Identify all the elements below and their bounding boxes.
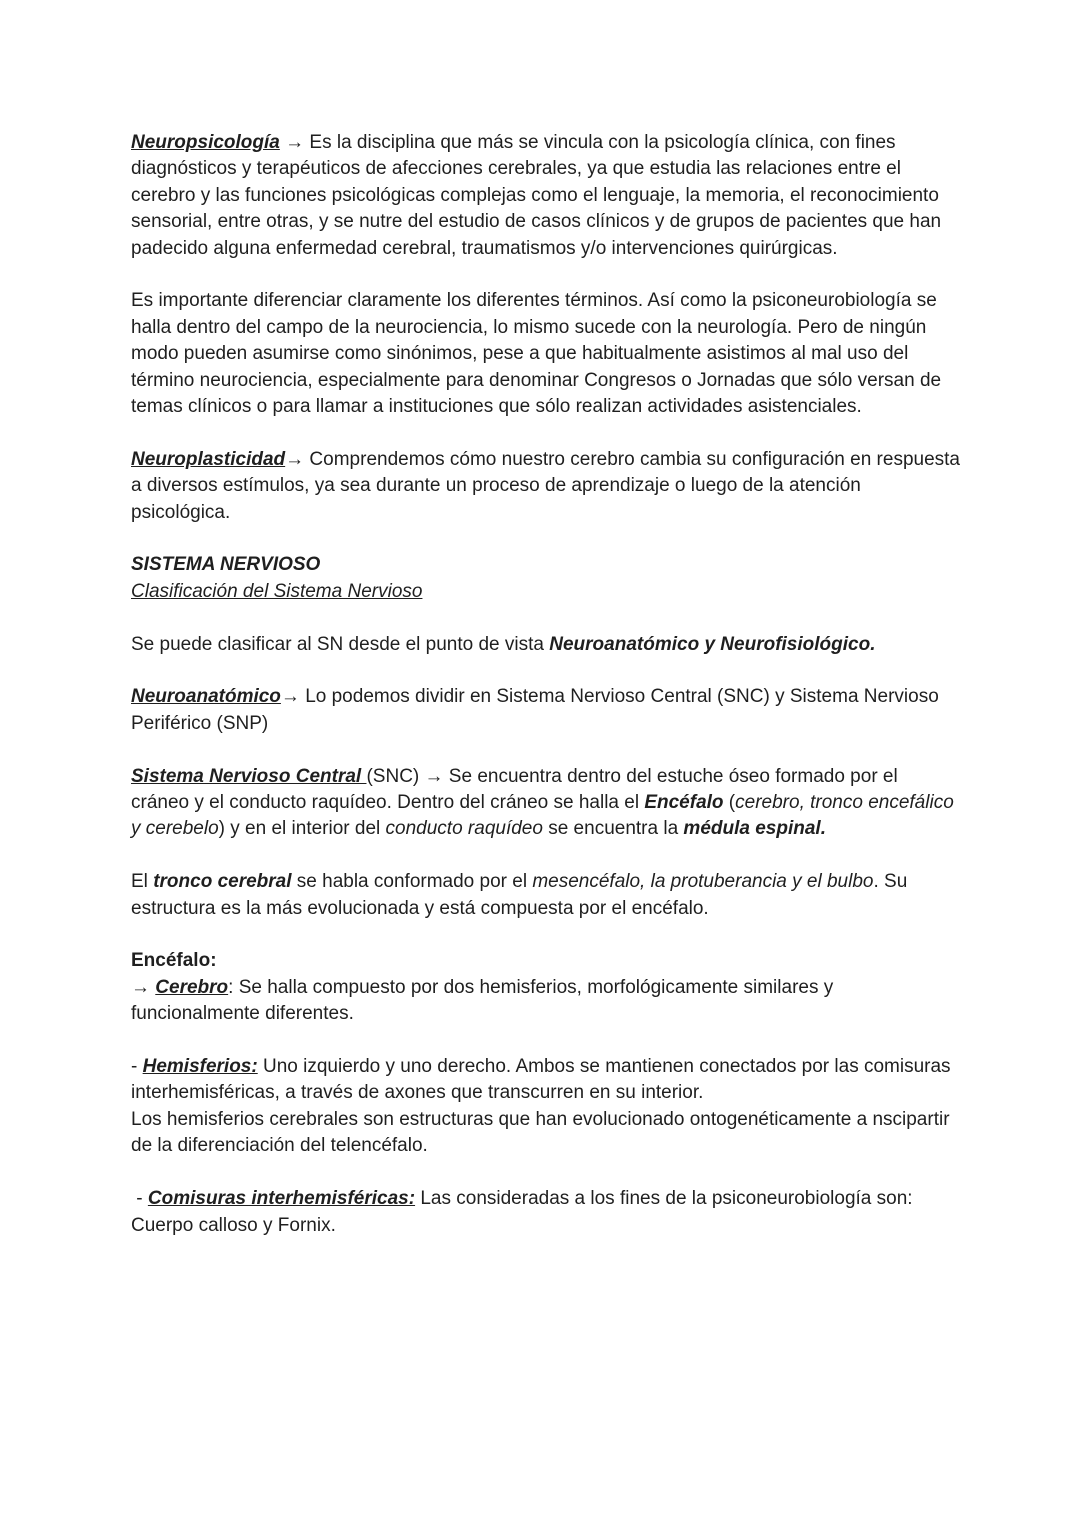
term-neuroplasticidad: Neuroplasticidad	[131, 448, 286, 470]
term-neuropsicologia: Neuropsicología	[131, 132, 280, 153]
paragraph-hemisferios	[131, 1054, 960, 1107]
paragraph-snc	[131, 764, 960, 843]
tronco-text-3: . Su estructura es la más evolucionada y está compuesta por el encéfalo.	[131, 871, 908, 919]
paragraph-tronco	[131, 869, 960, 922]
clasificacion-text: Se puede clasificar al SN desde el punto de vista	[131, 633, 550, 655]
paragraph-terminos: Es importante diferenciar claramente los diferentes términos. Así como la psiconeurobiología se halla dentro del campo de la neurociencia, lo mismo sucede con la neurología. Pero de ningún modo pueden asumirse como sinónimos, pese a que habitualmente asistimos al mal uso del término neurociencia, especialmente para denominar Congresos o Jornadas que sólo versan de temas clínicos o para llamar a instituciones que sólo realizan actividades asistenciales.	[131, 290, 942, 418]
paragraph-neuropsicologia	[131, 130, 960, 262]
paragraph-cerebro	[131, 975, 960, 1028]
hemisferios-dash: -	[131, 1056, 143, 1078]
term-comisuras: Comisuras interhemisféricas:	[147, 1188, 416, 1210]
snc-parts: cerebro, tronco encefálico y cerebelo	[131, 792, 954, 840]
cerebro-text: : Se halla compuesto por dos hemisferios, morfológicamente similares y funcionalmente diferentes.	[131, 976, 834, 1025]
snc-text-1: (SNC) → Se encuentra dentro del estuche óseo formado por el cráneo y el conducto raquídeo. Dentro del cráneo se halla el	[131, 765, 898, 814]
paragraph-hemisferios-2: Los hemisferios cerebrales son estructuras que han evolucionado ontogenéticamente a nscipartir de la diferenciación del telencéfalo.	[131, 1108, 950, 1157]
snc-text-3: ) y en el interior del	[218, 818, 386, 840]
term-cerebro: Cerebro	[155, 976, 229, 998]
tronco-text-1: El	[131, 871, 154, 893]
comisuras-text: Las consideradas a los fines de la psiconeurobiología son:	[415, 1188, 913, 1210]
comisuras-dash: -	[131, 1188, 148, 1210]
paragraph-comisuras	[131, 1186, 960, 1212]
encefalo-title: Encéfalo:	[131, 950, 217, 972]
term-snc: Sistema Nervioso Central	[131, 765, 367, 787]
arrow-icon: →	[131, 976, 156, 998]
snc-text-4: se encuentra la	[542, 818, 684, 840]
section-heading: SISTEMA NERVIOSO	[131, 554, 321, 576]
neuropsicologia-text: → Es la disciplina que más se vincula con la psicología clínica, con fines diagnósticos y terapéuticos de afecciones cerebrales, ya que estudia las relaciones entre el cerebro y las funciones psicológicas complejas como el lenguaje, la memoria, el reconocimiento sensorial, entre otras, y se nutre del estudio de casos clínicos y de grupos de pacientes que han padecido alguna enfermedad cerebral, traumatismos y/o intervenciones quirúrgicas.	[131, 132, 942, 259]
clasificacion-emph: Neuroanatómico y Neurofisiológico.	[549, 633, 876, 655]
neuroplasticidad-text: → Comprendemos cómo nuestro cerebro cambia su configuración en respuesta a diversos estímulos, ya sea durante un proceso de aprendizaje o luego de la atención psicológica.	[131, 448, 960, 523]
snc-encefalo: Encéfalo	[644, 792, 724, 814]
term-tronco: tronco cerebral	[153, 871, 292, 893]
paragraph-neuroanatomico	[131, 684, 960, 737]
term-hemisferios: Hemisferios:	[142, 1056, 258, 1078]
section-subheading: Clasificación del Sistema Nervioso	[131, 580, 423, 602]
snc-text-2: (	[723, 792, 736, 814]
snc-medula: médula espinal.	[683, 818, 826, 840]
paragraph-neuroplasticidad	[131, 447, 960, 526]
paragraph-clasificacion	[131, 632, 960, 658]
hemisferios-text: Uno izquierdo y uno derecho. Ambos se mantienen conectados por las comisuras interhemisféricas, a través de axones que transcurren en su interior.	[131, 1056, 951, 1104]
term-neuroanatomico: Neuroanatómico	[131, 686, 281, 708]
snc-conducto: conducto raquídeo	[385, 818, 543, 840]
tronco-parts: mesencéfalo, la protuberancia y el bulbo	[532, 871, 874, 893]
tronco-text-2: se habla conformado por el	[291, 871, 533, 893]
neuroanatomico-text: → Lo podemos dividir en Sistema Nervioso Central (SNC) y Sistema Nervioso Periférico (SNP)	[131, 686, 939, 734]
paragraph-comisuras-2: Cuerpo calloso y Fornix.	[131, 1214, 336, 1236]
